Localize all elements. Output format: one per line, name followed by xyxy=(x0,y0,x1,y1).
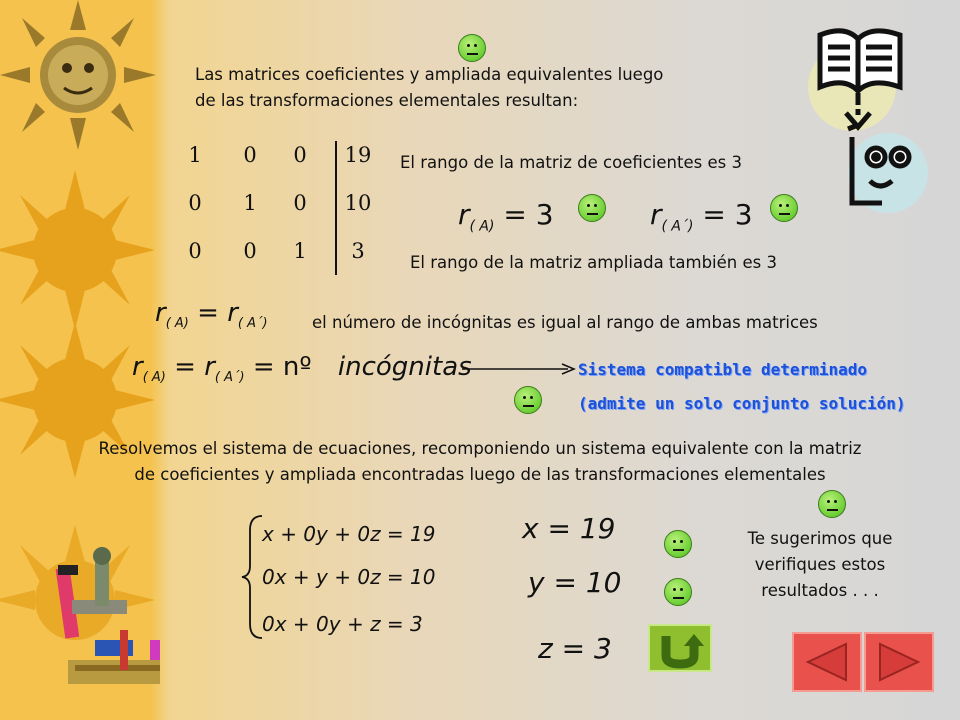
return-button[interactable] xyxy=(648,624,712,672)
matrix-cell: 1 xyxy=(243,191,257,215)
rank-subscript: ( A´) xyxy=(661,218,694,235)
intro-line-2: de las transformaciones elementales resultan: xyxy=(195,91,579,110)
sun-face-icon xyxy=(0,0,156,150)
solution-y: y = 10 xyxy=(528,566,622,599)
suggest-line-1: Te sugerimos que xyxy=(747,529,893,548)
matrix-cell: 1 xyxy=(188,143,202,167)
smiley-icon[interactable] xyxy=(578,194,606,222)
equation-3: 0x + 0y + z = 3 xyxy=(262,612,423,636)
rank-symbol: r xyxy=(458,198,470,231)
formula-tail: = nº xyxy=(252,352,312,382)
equation-2: 0x + y + 0z = 10 xyxy=(262,565,436,589)
book-face-graphic xyxy=(800,25,930,225)
rank-coef-text: El rango de la matriz de coeficientes es 3 xyxy=(400,153,742,172)
smiley-icon[interactable] xyxy=(664,530,692,558)
rank-A-prime-formula xyxy=(650,198,753,235)
book-icon xyxy=(820,31,900,91)
resolve-line-2: de coeficientes y ampliada encontradas luego de las transformaciones elementales xyxy=(134,465,826,484)
next-icon xyxy=(866,634,932,690)
conclusion-formula: $r_{( A)} = r_{( A´)}$ = nº incógnitas xyxy=(132,352,472,386)
rank-subscript: ( A´) xyxy=(214,370,245,386)
compatible-system-label: Sistema compatible determinado xyxy=(578,360,867,379)
smiley-icon[interactable] xyxy=(458,34,486,62)
smiley-icon[interactable] xyxy=(514,386,542,414)
rank-value: = 3 xyxy=(702,198,753,231)
augmented-matrix xyxy=(175,143,375,273)
rank-A-formula xyxy=(458,198,554,235)
matrix-cell: 0 xyxy=(188,191,202,215)
equation-1: x + 0y + 0z = 19 xyxy=(262,522,436,546)
arrow-right-icon xyxy=(462,362,576,376)
matrix-cell: 10 xyxy=(344,191,372,215)
rank-subscript: ( A) xyxy=(469,218,495,235)
smiley-icon[interactable] xyxy=(664,578,692,606)
sun-icon xyxy=(0,525,155,640)
suggest-line-2: verifiques estos xyxy=(754,555,886,574)
solution-z: z = 3 xyxy=(538,632,612,665)
single-solution-label: (admite un solo conjunto solución) xyxy=(578,394,906,413)
matrix-cell: 0 xyxy=(243,239,257,263)
suggest-line-3: resultados . . . xyxy=(761,581,879,600)
previous-button[interactable] xyxy=(792,632,862,692)
sun-icon xyxy=(0,170,155,330)
matrix-cell: 0 xyxy=(293,191,307,215)
solution-x: x = 19 xyxy=(522,512,616,545)
rank-symbol: r xyxy=(650,198,662,231)
rank-subscript: ( A) xyxy=(165,316,189,332)
return-icon xyxy=(650,626,710,670)
rank-subscript: ( A) xyxy=(142,370,166,386)
matrix-cell: 19 xyxy=(344,143,372,167)
matrix-cell: 0 xyxy=(243,143,257,167)
intro-line-1: Las matrices coeficientes y ampliada equivalentes luego xyxy=(195,65,664,84)
formula-word: incógnitas xyxy=(337,352,472,382)
rank-subscript: ( A´) xyxy=(237,316,268,332)
resolve-line-1: Resolvemos el sistema de ecuaciones, recomponiendo un sistema equivalente con la matriz xyxy=(98,439,862,458)
matrix-cell: 3 xyxy=(351,239,365,263)
matrix-cell: 1 xyxy=(293,239,307,263)
rank-value: = 3 xyxy=(503,198,554,231)
next-button[interactable] xyxy=(864,632,934,692)
smiley-icon[interactable] xyxy=(770,194,798,222)
matrix-divider xyxy=(335,141,337,275)
matrix-cell: 0 xyxy=(293,143,307,167)
matrix-cell: 0 xyxy=(188,239,202,263)
previous-icon xyxy=(794,634,860,690)
equality-text: el número de incógnitas es igual al rango de ambas matrices xyxy=(312,313,818,332)
rank-aug-text: El rango de la matriz ampliada también es 3 xyxy=(410,253,777,272)
smiley-icon[interactable] xyxy=(818,490,846,518)
rank-equality-formula: $r_{( A)} = r_{( A´)}$ xyxy=(155,298,268,332)
